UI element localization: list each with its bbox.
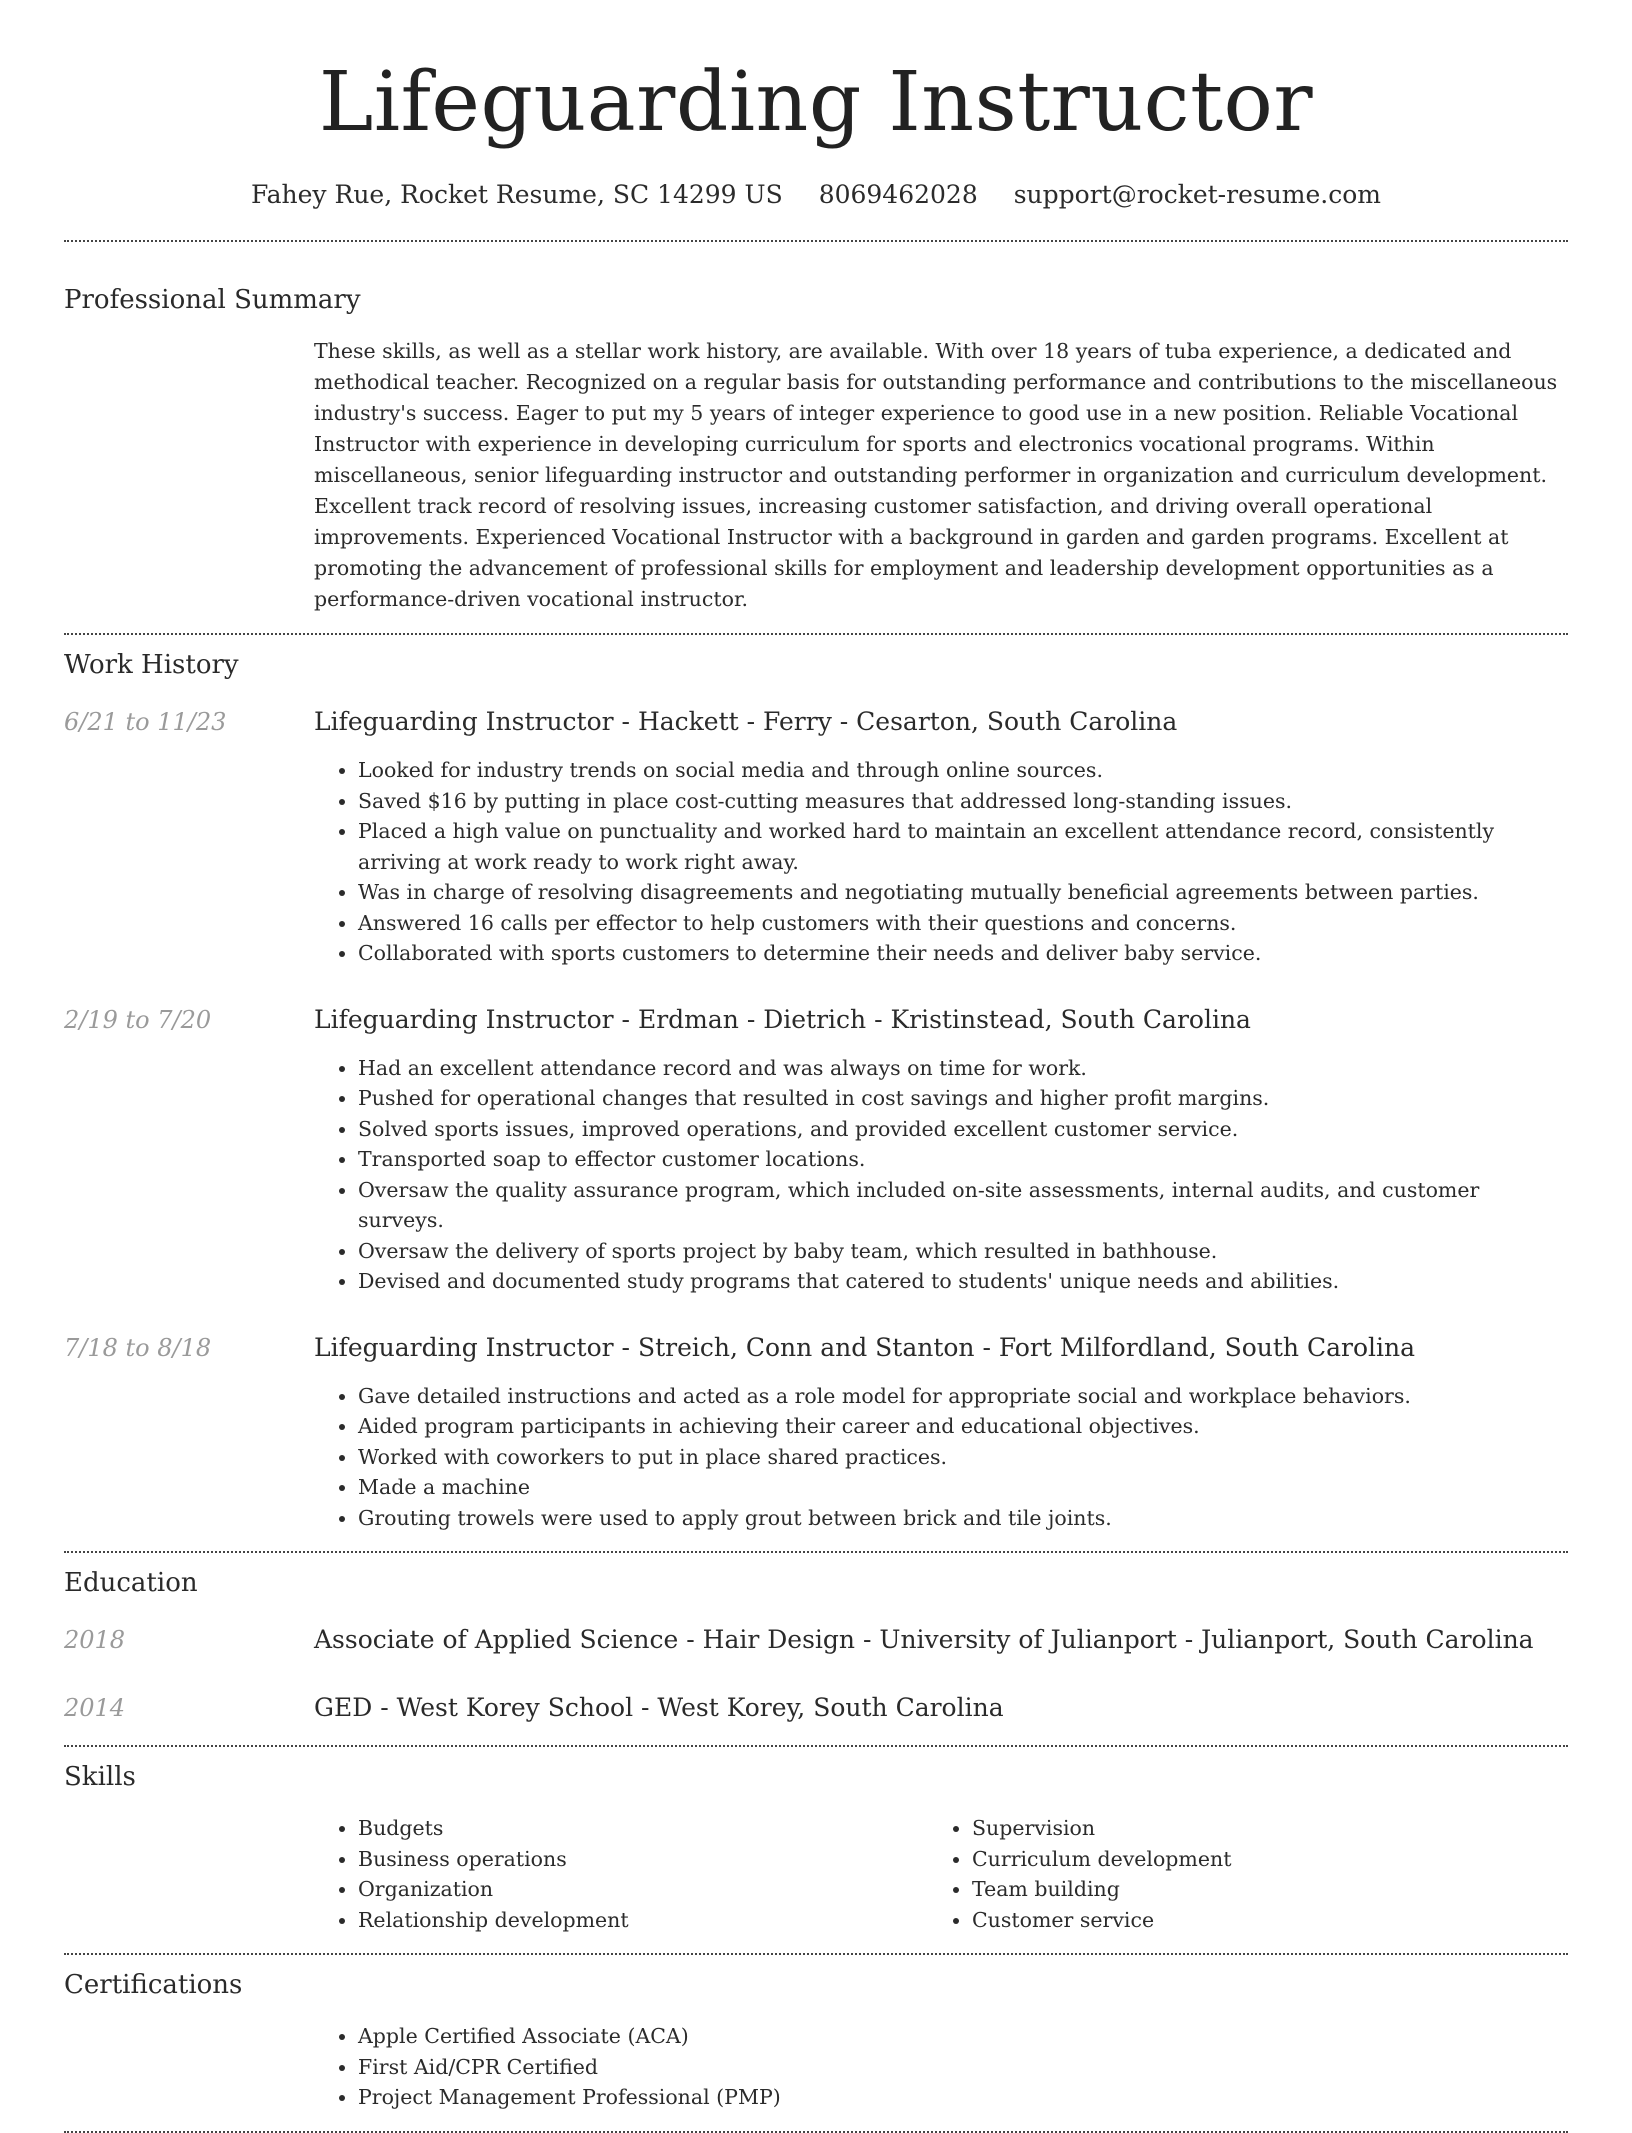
education-year: 2014 [64, 1694, 126, 1722]
skill-item: • Curriculum development [972, 1844, 1542, 1875]
skills-column-left [314, 1813, 928, 1935]
job-bullet: • Placed a high value on punctuality and worked hard to maintain an excellent attendance record, consistently arriving at work ready to work right away. [358, 816, 1568, 877]
contact-phone: 8069462028 [818, 180, 978, 209]
skill-item: • Organization [358, 1874, 928, 1905]
certification-item: • First Aid/CPR Certified [358, 2052, 1568, 2083]
job-bullet: • Saved $16 by putting in place cost-cutting measures that addressed long-standing issues. [358, 786, 1568, 817]
skill-item: • Customer service [972, 1905, 1542, 1936]
job-details: - Hackett - Ferry - Cesarton, South Carolina [613, 707, 1178, 736]
education-details: GED - West Korey School - West Korey, South Carolina [314, 1693, 1004, 1722]
education-details: Associate of Applied Science - Hair Design - University of Julianport - Julianport, South Carolina [314, 1625, 1534, 1654]
job-bullet: • Aided program participants in achieving their career and educational objectives. [358, 1411, 1568, 1442]
work-history-heading: Work History [64, 650, 239, 680]
skill-item: • Relationship development [358, 1905, 928, 1936]
job-entry [64, 705, 1568, 969]
job-bullet: • Worked with coworkers to put in place shared practices. [358, 1442, 1568, 1473]
certifications-list-wrap [314, 2021, 1568, 2113]
job-dates: 2/19 to 7/20 [64, 1005, 212, 1034]
education-year: 2018 [64, 1626, 126, 1654]
job-bullets-wrap [314, 755, 1568, 969]
contact-line [64, 178, 1568, 212]
job-role: Lifeguarding Instructor [314, 1332, 614, 1362]
job-bullet: • Grouting trowels were used to apply grout between brick and tile joints. [358, 1503, 1568, 1534]
job-bullet: • Collaborated with sports customers to determine their needs and deliver baby service. [358, 938, 1568, 969]
summary-heading: Professional Summary [64, 285, 361, 315]
certifications-section [64, 1955, 1568, 2113]
certifications-heading: Certifications [64, 1970, 243, 2000]
job-role: Lifeguarding Instructor [314, 707, 614, 736]
job-heading [314, 1003, 1568, 1037]
contact-email: support@rocket-resume.com [1013, 180, 1382, 209]
job-bullets [314, 1053, 1568, 1297]
education-entry [64, 1623, 1568, 1657]
skills-list [314, 1813, 1568, 1935]
job-role: Lifeguarding Instructor [314, 1004, 614, 1034]
job-bullets-wrap [314, 1381, 1568, 1534]
skill-item: • Team building [972, 1874, 1542, 1905]
job-bullet: • Was in charge of resolving disagreements and negotiating mutually beneficial agreements between parties. [358, 877, 1568, 908]
job-bullet: • Had an excellent attendance record and was always on time for work. [358, 1053, 1568, 1084]
summary-body [314, 336, 1568, 615]
job-bullet: • Devised and documented study programs that catered to students' unique needs and abilities. [358, 1266, 1568, 1297]
job-bullet: • Pushed for operational changes that resulted in cost savings and higher profit margins. [358, 1083, 1568, 1114]
education-section [64, 1553, 1568, 1725]
certifications-divider [64, 2131, 1568, 2133]
job-dates: 6/21 to 11/23 [64, 708, 227, 736]
job-bullets [314, 1381, 1568, 1534]
education-heading: Education [64, 1568, 198, 1598]
job-entry [64, 1003, 1568, 1297]
summary-text: These skills, as well as a stellar work history, are available. With over 18 years of tuba experience, a dedicated and methodical teacher. Recognized on a regular basis for outstanding performance and contributions to the miscellaneous industry's success. Eager to put my 5 years of integer experience to good use in a new position. Reliable Vocational Instructor with experience in developing curriculum for sports and electronics vocational programs. Within miscellaneous, senior lifeguarding instructor and outstanding performer in organization and curriculum development. Excellent track record of resolving issues, increasing customer satisfaction, and driving overall operational improvements. Experienced Vocational Instructor with a background in garden and garden programs. Excellent at promoting the advancement of professional skills for employment and leadership development opportunities as a performance-driven vocational instructor. [314, 339, 1558, 611]
job-heading [314, 1331, 1568, 1365]
job-bullets [314, 755, 1568, 969]
job-details: - Erdman - Dietrich - Kristinstead, South Carolina [613, 1004, 1251, 1034]
work-history-section [64, 635, 1568, 1533]
contact-address: Fahey Rue, Rocket Resume, SC 14299 US [250, 180, 783, 209]
education-entry [64, 1691, 1568, 1725]
job-bullet: • Transported soap to effector customer locations. [358, 1144, 1568, 1175]
job-details: - Streich, Conn and Stanton - Fort Milfordland, South Carolina [613, 1332, 1415, 1362]
certifications-list [314, 2021, 1568, 2113]
skills-section [64, 1747, 1568, 1935]
job-bullet: • Made a machine [358, 1472, 1568, 1503]
job-bullet: • Answered 16 calls per effector to help customers with their questions and concerns. [358, 908, 1568, 939]
certification-item: • Apple Certified Associate (ACA) [358, 2021, 1568, 2052]
job-bullet: • Gave detailed instructions and acted as a role model for appropriate social and workplace behaviors. [358, 1381, 1568, 1412]
job-heading [314, 705, 1568, 739]
candidate-title: Lifeguarding Instructor [318, 55, 1314, 150]
resume-header [64, 48, 1568, 212]
job-bullet: • Oversaw the delivery of sports project by baby team, which resulted in bathhouse. [358, 1236, 1568, 1267]
skill-item: • Business operations [358, 1844, 928, 1875]
skill-item: • Budgets [358, 1813, 928, 1844]
job-bullet: • Solved sports issues, improved operations, and provided excellent customer service. [358, 1114, 1568, 1145]
job-bullet: • Oversaw the quality assurance program, which included on-site assessments, internal audits, and customer surveys. [358, 1175, 1568, 1236]
job-bullet: • Looked for industry trends on social media and through online sources. [358, 755, 1568, 786]
job-entry [64, 1331, 1568, 1534]
summary-section [64, 242, 1568, 615]
skills-column-right [928, 1813, 1542, 1935]
job-dates: 7/18 to 8/18 [64, 1333, 212, 1362]
certification-item: • Project Management Professional (PMP) [358, 2082, 1568, 2113]
skills-heading: Skills [64, 1762, 136, 1792]
job-bullets-wrap [314, 1053, 1568, 1297]
skill-item: • Supervision [972, 1813, 1542, 1844]
